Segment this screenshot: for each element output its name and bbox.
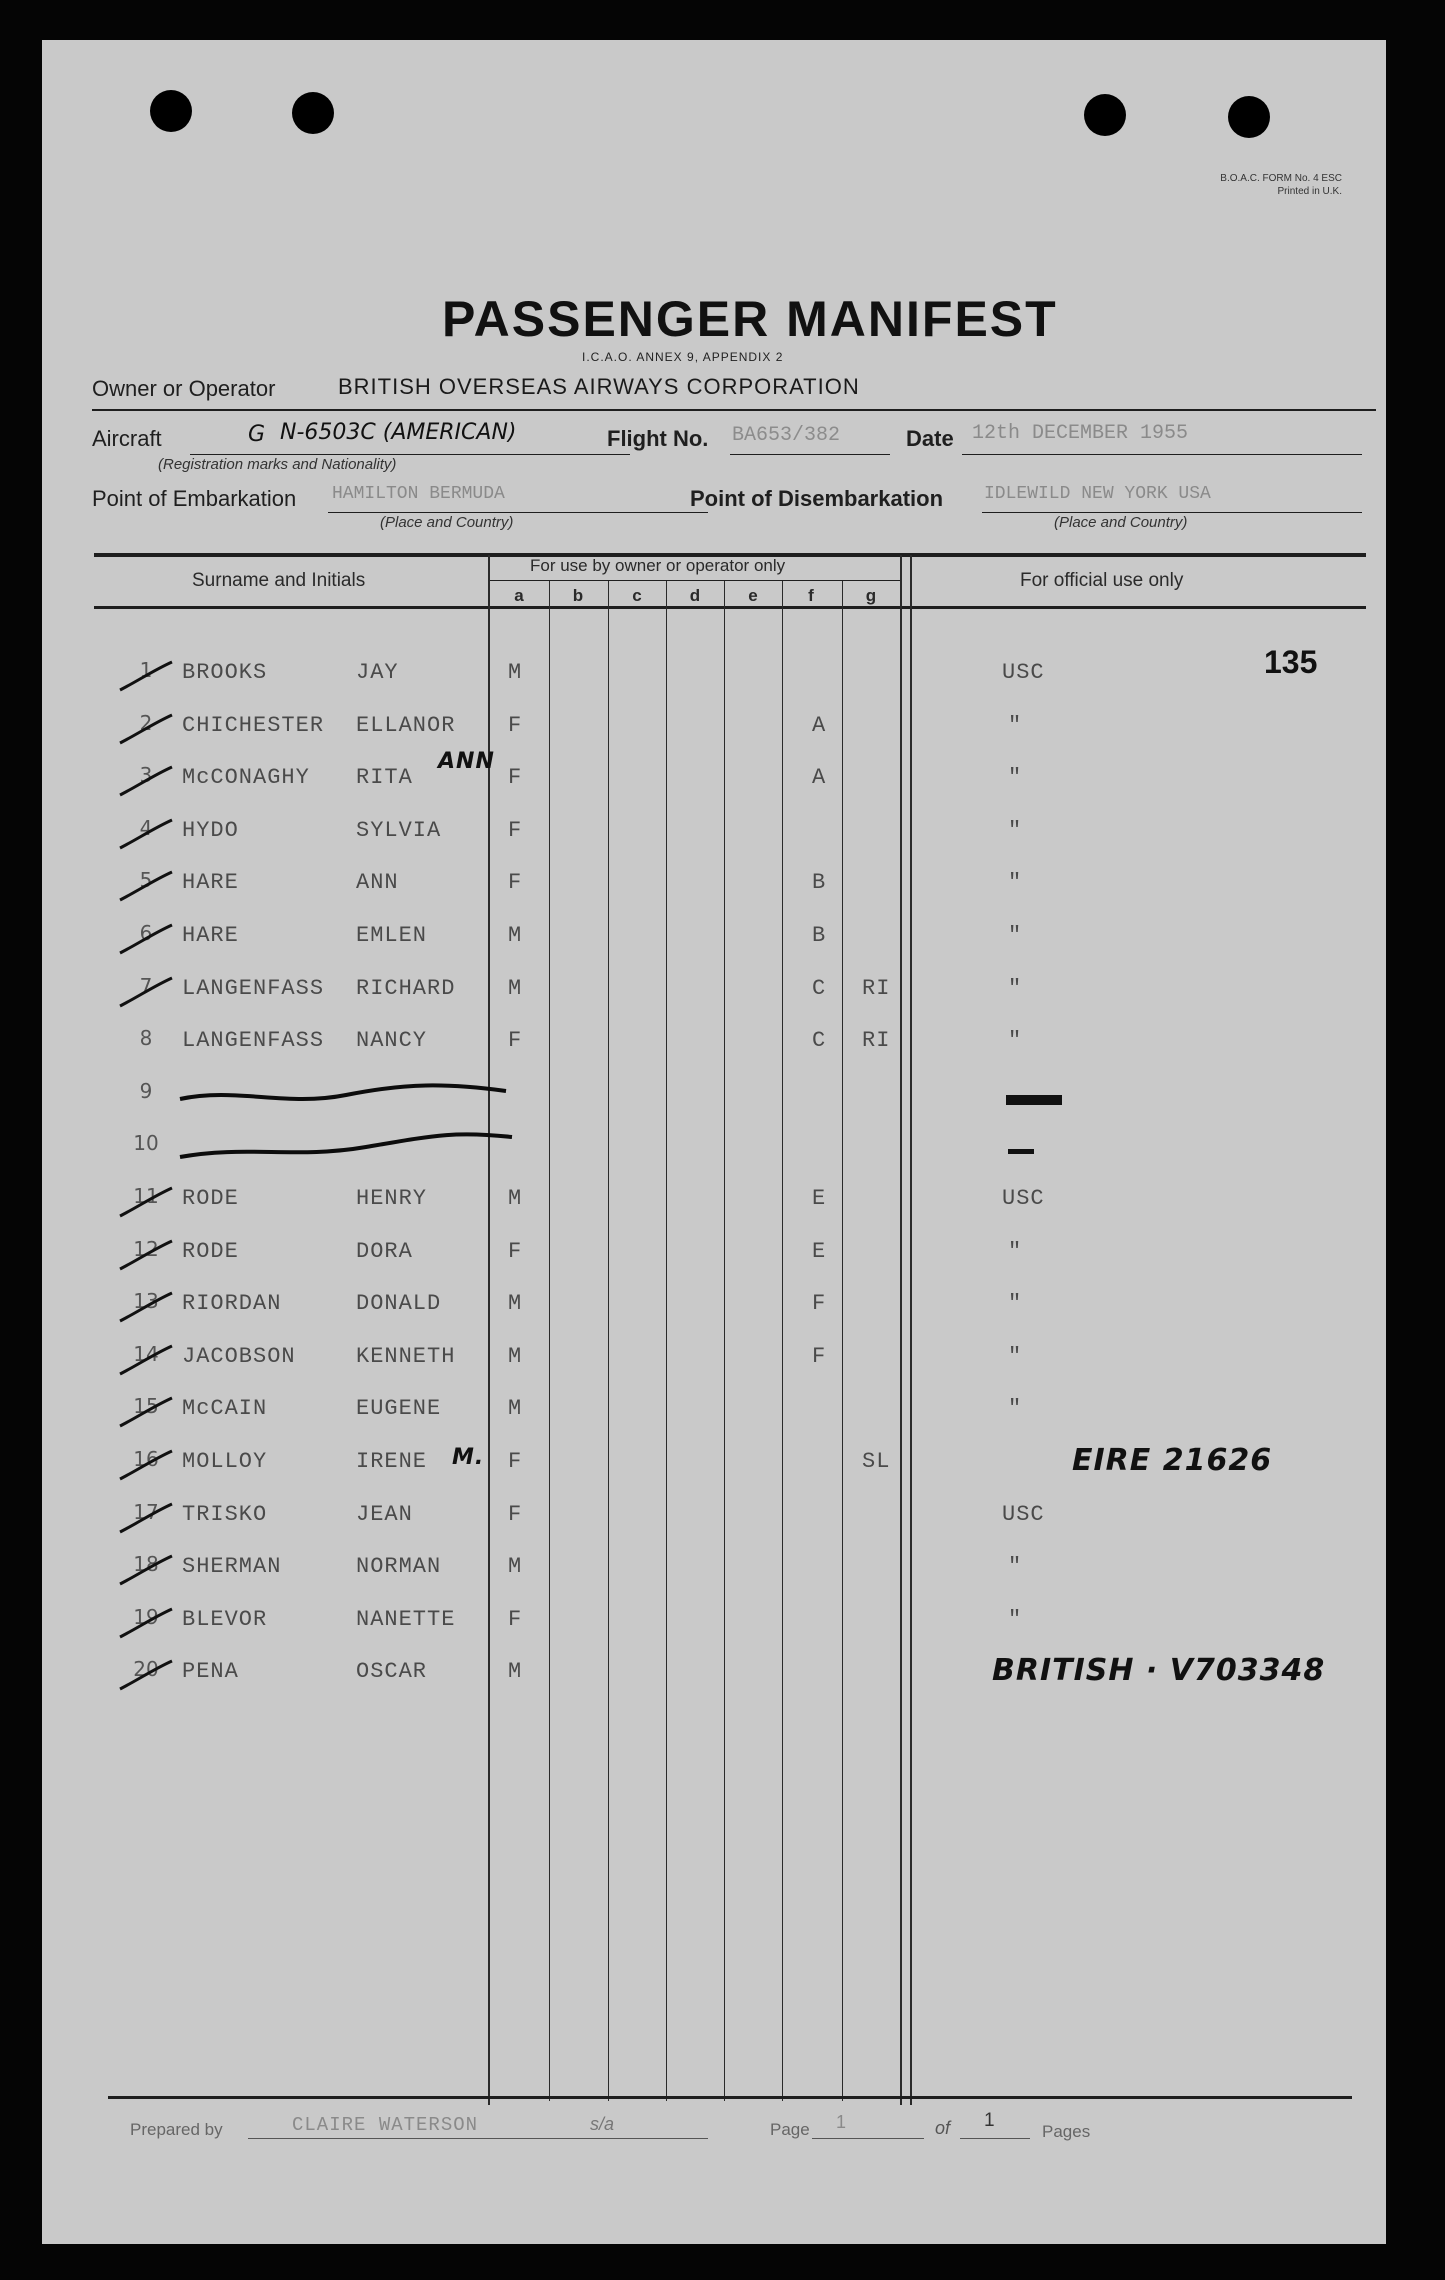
passenger-given-name: EUGENE — [356, 1396, 442, 1421]
page-count-mark: 135 — [1264, 644, 1318, 680]
official-use-entry: " — [1008, 923, 1023, 948]
code-f: E — [812, 1239, 827, 1264]
sub-column-header-a: a — [514, 586, 524, 605]
tick-mark — [116, 656, 176, 696]
passenger-surname: PENA — [182, 1659, 239, 1684]
row-number: 4 — [139, 816, 153, 840]
tick-mark — [116, 1550, 176, 1590]
tick-mark — [116, 1603, 176, 1643]
tick-mark — [116, 761, 176, 801]
prepared-suffix: s/a — [590, 2114, 615, 2134]
passenger-surname: LANGENFASS — [182, 976, 325, 1001]
row-number: 3 — [139, 763, 153, 787]
tick-mark — [116, 1392, 176, 1432]
row-number: 1 — [139, 658, 153, 682]
row-number: 10 — [133, 1131, 159, 1155]
table-row — [42, 1392, 1386, 1432]
place-country-note: (Place and Country) — [1054, 514, 1188, 531]
page-subtitle: I.C.A.O. ANNEX 9, APPENDIX 2 — [582, 350, 784, 364]
passenger-sex: F — [508, 870, 523, 895]
table-row — [42, 1550, 1386, 1590]
punch-hole — [150, 90, 192, 132]
place-country-note: (Place and Country) — [380, 514, 514, 531]
table-row — [42, 709, 1386, 749]
disembarkation-value: IDLEWILD NEW YORK USA — [984, 484, 1211, 504]
table-row — [42, 1287, 1386, 1327]
code-f: C — [812, 1028, 827, 1053]
official-use-entry: " — [1008, 870, 1023, 895]
page-label: Page — [770, 2120, 810, 2139]
code-g: RI — [862, 1028, 891, 1053]
prepared-label: Prepared by — [130, 2120, 223, 2139]
footer-rule — [108, 2096, 1352, 2099]
passenger-sex: M — [508, 1186, 523, 1211]
official-use-entry: " — [1008, 765, 1023, 790]
table-row — [42, 749, 1386, 801]
official-use-entry: USC — [1002, 660, 1045, 685]
row-number: 11 — [133, 1184, 159, 1208]
passenger-sex: F — [508, 713, 523, 738]
passenger-surname: RIORDAN — [182, 1291, 282, 1316]
passenger-surname: HARE — [182, 923, 239, 948]
flight-label: Flight No. — [607, 426, 709, 451]
table-row — [42, 1129, 1386, 1169]
tick-mark — [116, 1445, 176, 1485]
divider — [92, 409, 1376, 411]
passenger-surname: JACOBSON — [182, 1344, 296, 1369]
field-line — [248, 2138, 708, 2139]
passenger-surname: McCAIN — [182, 1396, 268, 1421]
table-row — [42, 1024, 1386, 1064]
form-number: B.O.A.C. FORM No. 4 ESC Printed in U.K. — [1220, 173, 1342, 197]
table-row — [42, 1445, 1386, 1485]
official-use-entry: " — [1008, 1028, 1023, 1053]
owner-value: BRITISH OVERSEAS AIRWAYS CORPORATION — [338, 374, 860, 399]
table-row — [42, 656, 1386, 696]
official-use-entry: USC — [1002, 1502, 1045, 1527]
code-f: C — [812, 976, 827, 1001]
manifest-document — [42, 40, 1386, 2244]
sub-column-header-e: e — [748, 586, 758, 605]
official-use-entry: " — [1008, 1607, 1023, 1632]
handwritten-name-note: ANN — [438, 749, 495, 774]
sub-column-header-c: c — [632, 586, 642, 605]
passenger-given-name: NANCY — [356, 1028, 428, 1053]
surname-column-header: Surname and Initials — [192, 570, 366, 591]
passenger-given-name: DORA — [356, 1239, 413, 1264]
passenger-sex: M — [508, 1554, 523, 1579]
tick-mark — [116, 814, 176, 854]
table-row — [42, 814, 1386, 854]
crossed-out-line — [176, 1077, 516, 1117]
registration-note: (Registration marks and Nationality) — [158, 456, 397, 473]
code-f: E — [812, 1186, 827, 1211]
header-bottom-rule — [94, 606, 1366, 609]
of-label: of — [935, 2118, 951, 2138]
field-line — [730, 454, 890, 455]
official-use-entry: " — [1008, 976, 1023, 1001]
embarkation-label: Point of Embarkation — [92, 486, 297, 511]
row-number: 18 — [133, 1552, 159, 1576]
sub-column-header-d: d — [689, 586, 701, 605]
tick-mark — [116, 972, 176, 1012]
code-g: SL — [862, 1449, 891, 1474]
passenger-sex: M — [508, 1291, 523, 1316]
passenger-surname: McCONAGHY — [182, 765, 310, 790]
field-line — [190, 454, 630, 455]
pages-label: Pages — [1042, 2122, 1091, 2141]
passenger-sex: F — [508, 1502, 523, 1527]
punch-hole — [1228, 96, 1270, 138]
passenger-sex: M — [508, 1659, 523, 1684]
row-number: 9 — [139, 1079, 153, 1103]
tick-mark — [116, 866, 176, 906]
row-number: 14 — [133, 1342, 159, 1366]
flight-value: BA653/382 — [732, 424, 841, 447]
field-line — [812, 2138, 924, 2139]
passenger-given-name: JAY — [356, 660, 399, 685]
passenger-given-name: NANETTE — [356, 1607, 456, 1632]
row-number: 12 — [133, 1237, 159, 1261]
aircraft-prefix: G — [248, 422, 266, 447]
table-row — [42, 1498, 1386, 1538]
passenger-given-name: SYLVIA — [356, 818, 442, 843]
passenger-sex: F — [508, 765, 523, 790]
passenger-given-name: EMLEN — [356, 923, 428, 948]
punch-hole — [292, 92, 334, 134]
tick-mark — [116, 1498, 176, 1538]
official-use-entry: " — [1008, 1239, 1023, 1264]
field-line — [960, 2138, 1030, 2139]
table-row — [42, 1235, 1386, 1275]
official-use-entry: " — [1008, 1396, 1023, 1421]
page-value: 1 — [836, 2112, 847, 2132]
of-value: 1 — [984, 2110, 995, 2131]
passenger-given-name: RITA — [356, 765, 413, 790]
row-number: 6 — [139, 921, 153, 945]
passenger-sex: F — [508, 818, 523, 843]
passenger-surname: SHERMAN — [182, 1554, 282, 1579]
passenger-surname: RODE — [182, 1239, 239, 1264]
passenger-surname: BLEVOR — [182, 1607, 268, 1632]
sub-column-header-g: g — [865, 586, 877, 605]
passenger-sex: M — [508, 976, 523, 1001]
row-number: 5 — [139, 868, 153, 892]
passenger-surname: MOLLOY — [182, 1449, 268, 1474]
prepared-value: CLAIRE WATERSON — [292, 2114, 479, 2136]
owner-label: Owner or Operator — [92, 376, 276, 401]
code-f: B — [812, 870, 827, 895]
row-number: 20 — [133, 1657, 159, 1681]
row-number: 19 — [133, 1605, 159, 1629]
row-number: 13 — [133, 1289, 159, 1313]
passenger-sex: F — [508, 1449, 523, 1474]
table-row — [42, 1077, 1386, 1117]
tick-mark — [116, 1287, 176, 1327]
passenger-surname: RODE — [182, 1186, 239, 1211]
code-f: F — [812, 1291, 827, 1316]
passenger-sex: F — [508, 1028, 523, 1053]
code-f: A — [812, 765, 827, 790]
passenger-sex: F — [508, 1607, 523, 1632]
official-use-entry: USC — [1002, 1186, 1045, 1211]
passenger-sex: M — [508, 1344, 523, 1369]
date-value: 12th DECEMBER 1955 — [972, 422, 1189, 445]
tick-mark — [116, 1182, 176, 1222]
row-number: 15 — [133, 1394, 159, 1418]
passenger-surname: TRISKO — [182, 1502, 268, 1527]
field-line — [982, 512, 1362, 513]
passenger-surname: BROOKS — [182, 660, 268, 685]
field-line — [962, 454, 1362, 455]
aircraft-value: N-6503C (AMERICAN) — [280, 420, 517, 445]
subheader-rule — [490, 580, 902, 581]
table-row — [42, 1603, 1386, 1643]
passenger-given-name: IRENE — [356, 1449, 428, 1474]
handwritten-name-note: M. — [452, 1445, 485, 1470]
official-use-entry: BRITISH · V703348 — [992, 1653, 1326, 1688]
embarkation-value: HAMILTON BERMUDA — [332, 484, 505, 504]
passenger-sex: M — [508, 923, 523, 948]
owner-use-column-header: For use by owner or operator only — [530, 556, 786, 575]
tick-mark — [116, 1235, 176, 1275]
field-line — [328, 512, 708, 513]
aircraft-label: Aircraft — [92, 426, 162, 451]
passenger-given-name: NORMAN — [356, 1554, 442, 1579]
passenger-given-name: OSCAR — [356, 1659, 428, 1684]
table-row — [42, 1655, 1386, 1695]
passenger-given-name: ANN — [356, 870, 399, 895]
passenger-surname: LANGENFASS — [182, 1028, 325, 1053]
code-f: B — [812, 923, 827, 948]
table-row — [42, 1340, 1386, 1380]
row-number: 2 — [139, 711, 153, 735]
official-use-entry: " — [1008, 1554, 1023, 1579]
official-use-entry: EIRE 21626 — [1072, 1443, 1273, 1478]
tick-mark — [116, 919, 176, 959]
passenger-given-name: DONALD — [356, 1291, 442, 1316]
crossed-out-line — [176, 1129, 516, 1169]
code-f: A — [812, 713, 827, 738]
scribble-mark — [1008, 1149, 1034, 1154]
table-row — [42, 919, 1386, 959]
date-label: Date — [906, 426, 954, 451]
disembarkation-label: Point of Disembarkation — [690, 486, 944, 511]
sub-column-header-b: b — [572, 586, 584, 605]
scribble-mark — [1006, 1095, 1062, 1105]
table-row — [42, 972, 1386, 1012]
passenger-sex: M — [508, 1396, 523, 1421]
official-use-entry: " — [1008, 713, 1023, 738]
code-f: F — [812, 1344, 827, 1369]
official-use-entry: " — [1008, 1291, 1023, 1316]
table-row — [42, 866, 1386, 906]
passenger-given-name: RICHARD — [356, 976, 456, 1001]
row-number: 16 — [133, 1447, 159, 1471]
code-g: RI — [862, 976, 891, 1001]
passenger-sex: F — [508, 1239, 523, 1264]
punch-hole — [1084, 94, 1126, 136]
passenger-sex: M — [508, 660, 523, 685]
page-title: PASSENGER MANIFEST — [442, 291, 1058, 347]
table-row — [42, 1182, 1386, 1222]
passenger-given-name: KENNETH — [356, 1344, 456, 1369]
sub-column-header-f: f — [808, 586, 814, 605]
passenger-surname: HYDO — [182, 818, 239, 843]
row-number: 7 — [139, 974, 153, 998]
tick-mark — [116, 1340, 176, 1380]
passenger-given-name: HENRY — [356, 1186, 428, 1211]
tick-mark — [116, 709, 176, 749]
passenger-surname: CHICHESTER — [182, 713, 325, 738]
passenger-surname: HARE — [182, 870, 239, 895]
official-use-entry: " — [1008, 1344, 1023, 1369]
official-use-entry: " — [1008, 818, 1023, 843]
tick-mark — [116, 1655, 176, 1695]
row-number: 17 — [133, 1500, 159, 1524]
official-column-header: For official use only — [1020, 570, 1184, 591]
row-number: 8 — [139, 1026, 153, 1050]
passenger-given-name: ELLANOR — [356, 713, 456, 738]
passenger-given-name: JEAN — [356, 1502, 413, 1527]
